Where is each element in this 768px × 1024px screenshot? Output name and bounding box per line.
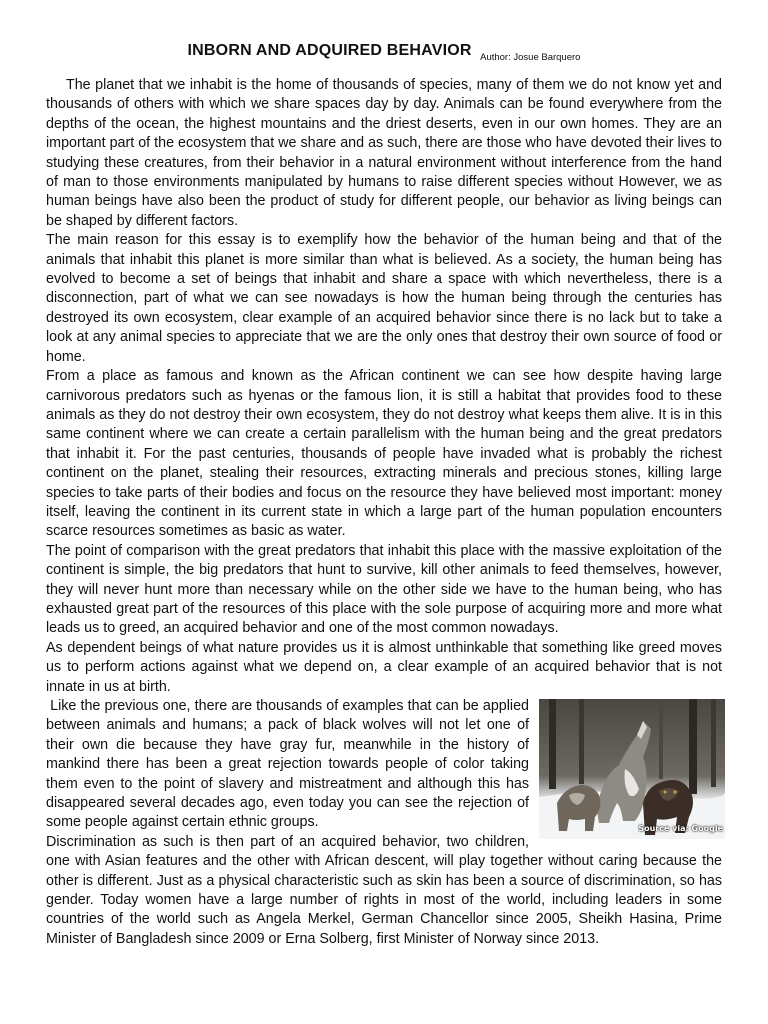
paragraph: The planet that we inhabit is the home of thousands of species, many of them we do not know yet and thousands of others with which we share spaces day by day. Animals can be found everywhere from the depths of the ocean, the highest mountains and the driest deserts, even in our own homes. They are an important part of the ecosystem that we share and as such, there are those who have devoted their lives to studying these creatures, from their behavior in a natural environment without interference from the hand of man to those environments manipulated by humans to raise different species without However, we as human beings have also been the product of study for different people, our behavior as living beings can be shaped by different factors. bbox=[46, 77, 722, 229]
document-header bbox=[0, 42, 768, 63]
document-title: INBORN AND ADQUIRED BEHAVIOR bbox=[187, 42, 472, 59]
document-author: Author: Josue Barquero bbox=[480, 52, 581, 63]
paragraph: Like the previous one, there are thousands of examples that can be applied between animals and humans; a pack of black wolves will not let one of their own die because they have gray fur, meanwhile in the history of mankind there has been a great rejection towards people of color taking them even to the point of slavery and mistreatment and although this has disappeared several decades ago, even today you can see the rejection of some people against certain ethnic groups. bbox=[46, 698, 529, 831]
paragraph: Discrimination as such is then part of an acquired behavior, two children, one with Asian features and the other with African descent, will play together without caring because the other is different. Just as a physical characteristic such as skin has been a source of discrimination, so has gender. Today women have a large number of rights in most of the world, including leaders in some countries of the world such as Angela Merkel, German Chancellor since 2005, Sheikh Hasina, Prime Minister of Bangladesh since 2009 or Erna Solberg, first Minister of Norway since 2013. bbox=[46, 833, 722, 947]
photo-caption: Source via: Google bbox=[638, 823, 723, 833]
wolves-photo bbox=[539, 699, 725, 839]
paragraph: The main reason for this essay is to exemplify how the behavior of the human being and that of the animals that inhabit this planet is more similar than what is believed. As a society, the human being has evolved to become a set of beings that inhabit and share a space with which nevertheless, there is a disconnection, part of what we can see nowadays is how the human being through the centuries has destroyed its own ecosystem, clear example of an acquired behavior since there is no lack but to take a look at any animal species to appreciate that we are the only ones that destroy their own source of food or home. bbox=[46, 232, 722, 365]
essay-body bbox=[46, 76, 722, 949]
paragraph: From a place as famous and known as the African continent we can see how despite having large carnivorous predators such as hyenas or the famous lion, it is still a habitat that provides food to these animals as they do not destroy their own ecosystem, they do not destroy what keeps them alive. It is in this same continent where we can create a certain parallelism with the human being and the great predators that inhabit it. For the past centuries, thousands of people have invaded what is probably the richest continent on the planet, stealing their resources, extracting minerals and precious stones, killing large species to take parts of their bodies and focus on the resource they have believed most important: money itself, leaving the continent in its current state in which a large part of the human population encounters scarce resources sometimes as basic as water. bbox=[46, 368, 722, 540]
paragraph: The point of comparison with the great predators that inhabit this place with the massive exploitation of the continent is simple, the big predators that hunt to survive, kill other animals to feed themselves, however, they will never hunt more than necessary while on the other side we have to the human being, who has exhausted great part of the resources of this place with the sole purpose of acquiring more and more what leads us to greed, an acquired behavior and one of the most common nowadays. bbox=[46, 542, 722, 637]
paragraph: As dependent beings of what nature provides us it is almost unthinkable that something like greed moves us to perform actions against what we depend on, a clear example of an acquired behavior that is not innate in us at birth. bbox=[46, 639, 722, 695]
